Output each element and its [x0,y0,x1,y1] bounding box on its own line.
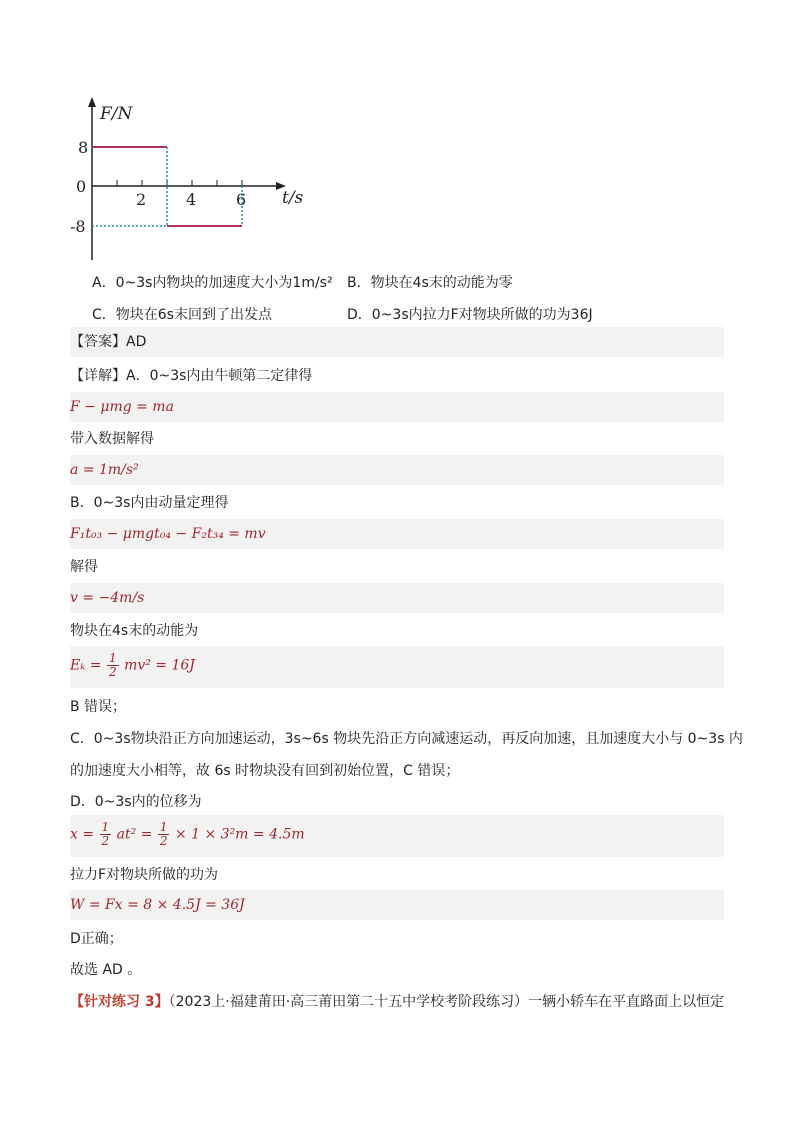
shade-eq4 [70,583,724,613]
exercise-text: （2023上·福建莆田·高三莆田第二十五中学校考阶段练习）一辆小轿车在平直路面上以恒定 [168,994,725,1010]
x-lhs: x = [70,826,95,843]
fraction-denominator: 2 [159,834,168,848]
detail-c-line1: C．0~3s物块沿正方向加速运动，3s~6s 物块先沿正方向减速运动，再反向加速，且加速度大小与 0~3s 内 [70,731,743,747]
text-work: 拉力F对物块所做的功为 [70,867,219,883]
fraction-half [107,652,119,679]
fraction-half-1 [100,821,112,848]
fraction-denominator: 2 [101,834,110,848]
shade-answer [70,327,724,357]
answer-text: 【答案】AD [70,334,147,350]
y-axis-label: F/N [100,104,133,124]
x-tick-label-4: 4 [186,190,197,209]
equation-kinetic-energy [70,652,195,679]
option-a: A．0~3s内物块的加速度大小为1m/s² [92,275,333,291]
fraction-numerator: 1 [108,651,117,665]
y-tick-label-8: 8 [78,138,89,157]
shade-eq2 [70,455,724,485]
fraction-numerator: 1 [101,820,110,834]
text-d-correct: D正确； [70,931,123,947]
equation-momentum: F₁t₀₃ − μmgt₀₄ − F₂t₃₄ = mv [70,526,266,542]
detail-a: 【详解】A．0~3s内由牛顿第二定律得 [70,368,313,384]
equation-displacement [70,821,305,848]
text-solve: 解得 [70,559,98,575]
x-mid: at² = [116,826,153,843]
fraction-half-2 [158,821,170,848]
option-b: B．物块在4s末的动能为零 [347,275,513,291]
equation-velocity: v = −4m/s [70,590,145,606]
exercise-tag: 【针对练习 3】 [70,994,169,1010]
answer-line [70,332,146,352]
x-axis-label: t/s [282,188,304,208]
equation-acceleration: a = 1m/s² [70,462,139,478]
y-axis-arrow [88,97,96,107]
fraction-numerator: 1 [159,820,168,834]
detail-d: D．0~3s内的位移为 [70,794,202,810]
detail-c-line2: 的加速度大小相等，故 6s 时物块没有回到初始位置，C 错误； [70,763,460,779]
text-substitute: 带入数据解得 [70,431,154,447]
text-kinetic-energy: 物块在4s末的动能为 [70,623,199,639]
y-tick-label-minus8: -8 [70,217,86,236]
exercise-line [70,992,724,1012]
ek-lhs: Eₖ = [70,657,102,674]
option-c: C．物块在6s末回到了出发点 [92,307,272,323]
force-time-graph [60,95,320,265]
equation-work: W = Fx = 8 × 4.5J = 36J [70,897,245,913]
x-rhs: × 1 × 3²m = 4.5m [174,826,305,843]
option-d: D．0~3s内拉力F对物块所做的功为36J [347,307,593,323]
fraction-denominator: 2 [108,665,117,679]
text-choose: 故选 AD 。 [70,962,142,978]
text-b-wrong: B 错误； [70,699,127,715]
equation-newton: F − μmg = ma [70,399,174,415]
x-tick-label-6: 6 [236,190,247,209]
ek-rhs: mv² = 16J [124,657,195,674]
y-tick-label-0: 0 [76,177,87,196]
x-tick-label-2: 2 [136,190,147,209]
detail-b: B．0~3s内由动量定理得 [70,495,229,511]
